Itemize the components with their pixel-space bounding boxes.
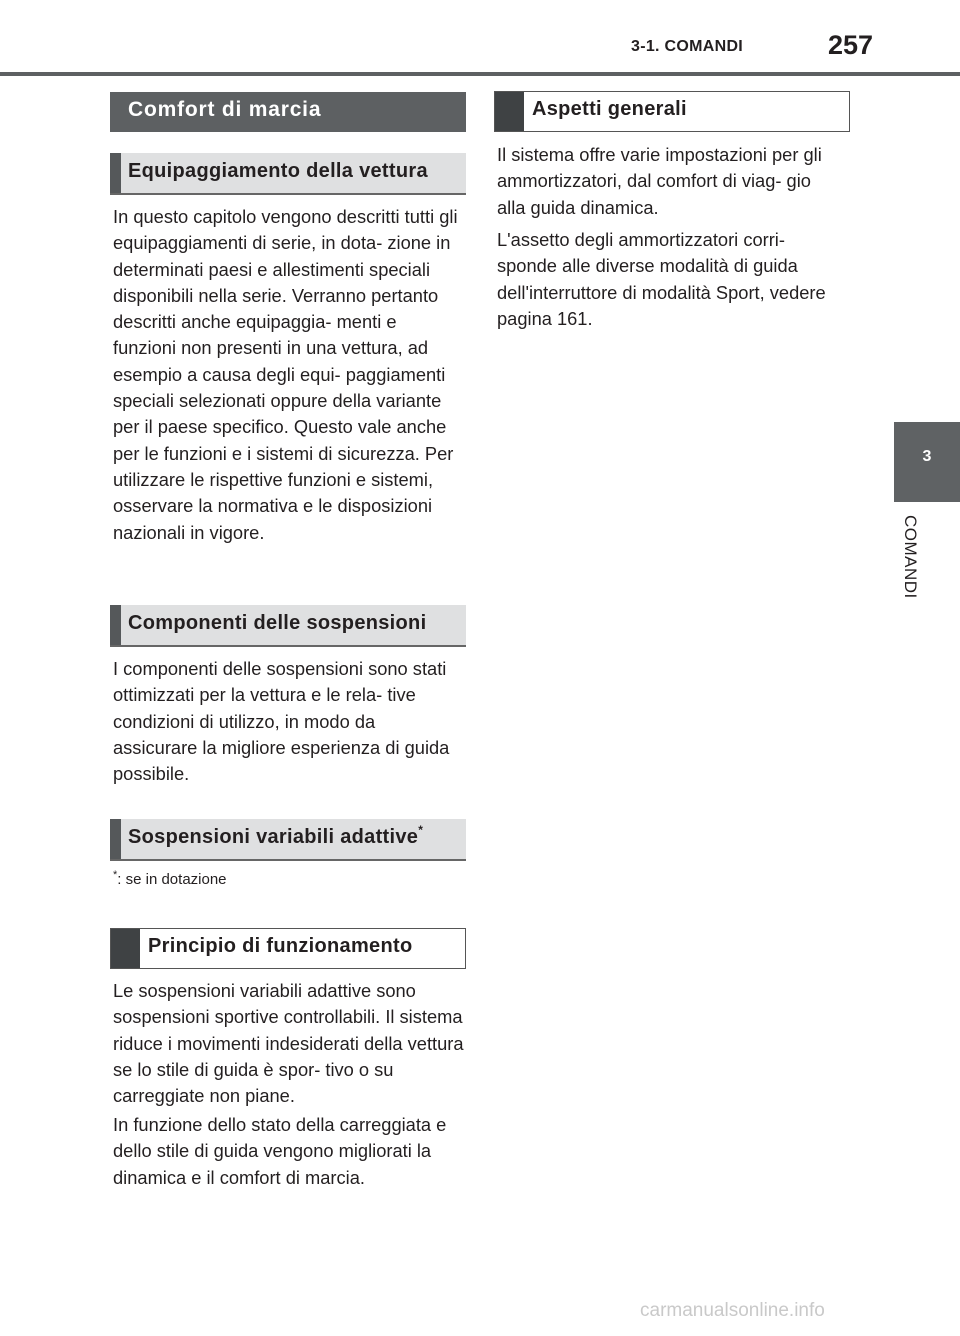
heading-text: Aspetti generali: [532, 98, 687, 120]
heading-block: [111, 929, 140, 968]
heading-bar: [110, 819, 121, 859]
heading-principio: [110, 928, 466, 969]
page-number: 257: [828, 30, 874, 60]
paragraph-principio-1: Le sospensioni variabili adattive sono sospensioni sportive controllabili. Il sistema riduce i movimenti indesiderati della vettura se lo stile di guida è spor- tivo o su carreggiate non piane.: [113, 980, 464, 1107]
footnote-marker: *: [113, 869, 118, 881]
paragraph-aspetti-2: L'assetto degli ammortizzatori corri- sponde alle diverse modalità di guida dell'interruttore di modalità Sport, vedere pagina 161.: [497, 229, 826, 329]
header-rule: [0, 72, 960, 76]
section-title: Comfort di marcia: [110, 92, 466, 132]
heading-bar: [110, 605, 121, 645]
paragraph-aspetti-1: Il sistema offre varie impostazioni per gli ammortizzatori, dal comfort di viag- gio alla guida dinamica.: [497, 144, 822, 218]
heading-text: Sospensioni variabili adattive: [128, 826, 419, 848]
optional-marker: *: [418, 823, 424, 837]
heading-block: [495, 92, 524, 131]
chapter-tab-number: 3: [922, 448, 932, 465]
heading-text: Equipaggiamento della vettura: [128, 160, 428, 182]
paragraph-componenti: I componenti delle sospensioni sono stati ottimizzati per la vettura e le rela- tive condizioni di utilizzo, in modo da assicurare la migliore esperienza di guida possibile.: [113, 658, 450, 785]
heading-aspetti: [494, 91, 850, 132]
heading-componenti: [110, 605, 466, 647]
running-header-section: 3-1. COMANDI: [631, 38, 744, 55]
heading-bar: [110, 153, 121, 193]
footnote: [113, 869, 227, 888]
paragraph-equipaggiamento: In questo capitolo vengono descritti tutti gli equipaggiamenti di serie, in dota- zione in determinati paesi e allestimenti speciali disponibili nella serie. Verranno pertanto descritti anche equipaggia- menti e funzioni non presenti in una vettura, ad esempio a causa degli equi- paggiamenti speciali selezionati oppure della variante per il paese specifico. Questo vale anche per le funzioni e i sistemi di sicurezza. Per utilizzare le rispettive funzioni e sistemi, osservare la normativa e le disposizioni nazionali in vigore.: [113, 206, 458, 543]
paragraph-principio-2: In funzione dello stato della carreggiata e dello stile di guida vengono migliorati la dinamica e il comfort di marcia.: [113, 1114, 447, 1188]
heading-text-wrap: [128, 823, 424, 849]
heading-sospensioni-adattive: [110, 819, 466, 861]
watermark: carmanualsonline.info: [640, 1300, 825, 1321]
heading-text: Componenti delle sospensioni: [128, 612, 427, 634]
footnote-text: : se in dotazione: [117, 871, 227, 888]
heading-equipaggiamento: [110, 153, 466, 195]
heading-text: Principio di funzionamento: [148, 935, 413, 957]
chapter-tab-label-text: COMANDI: [901, 515, 920, 599]
chapter-tab-label: [896, 515, 926, 615]
chapter-tab[interactable]: [894, 422, 960, 502]
